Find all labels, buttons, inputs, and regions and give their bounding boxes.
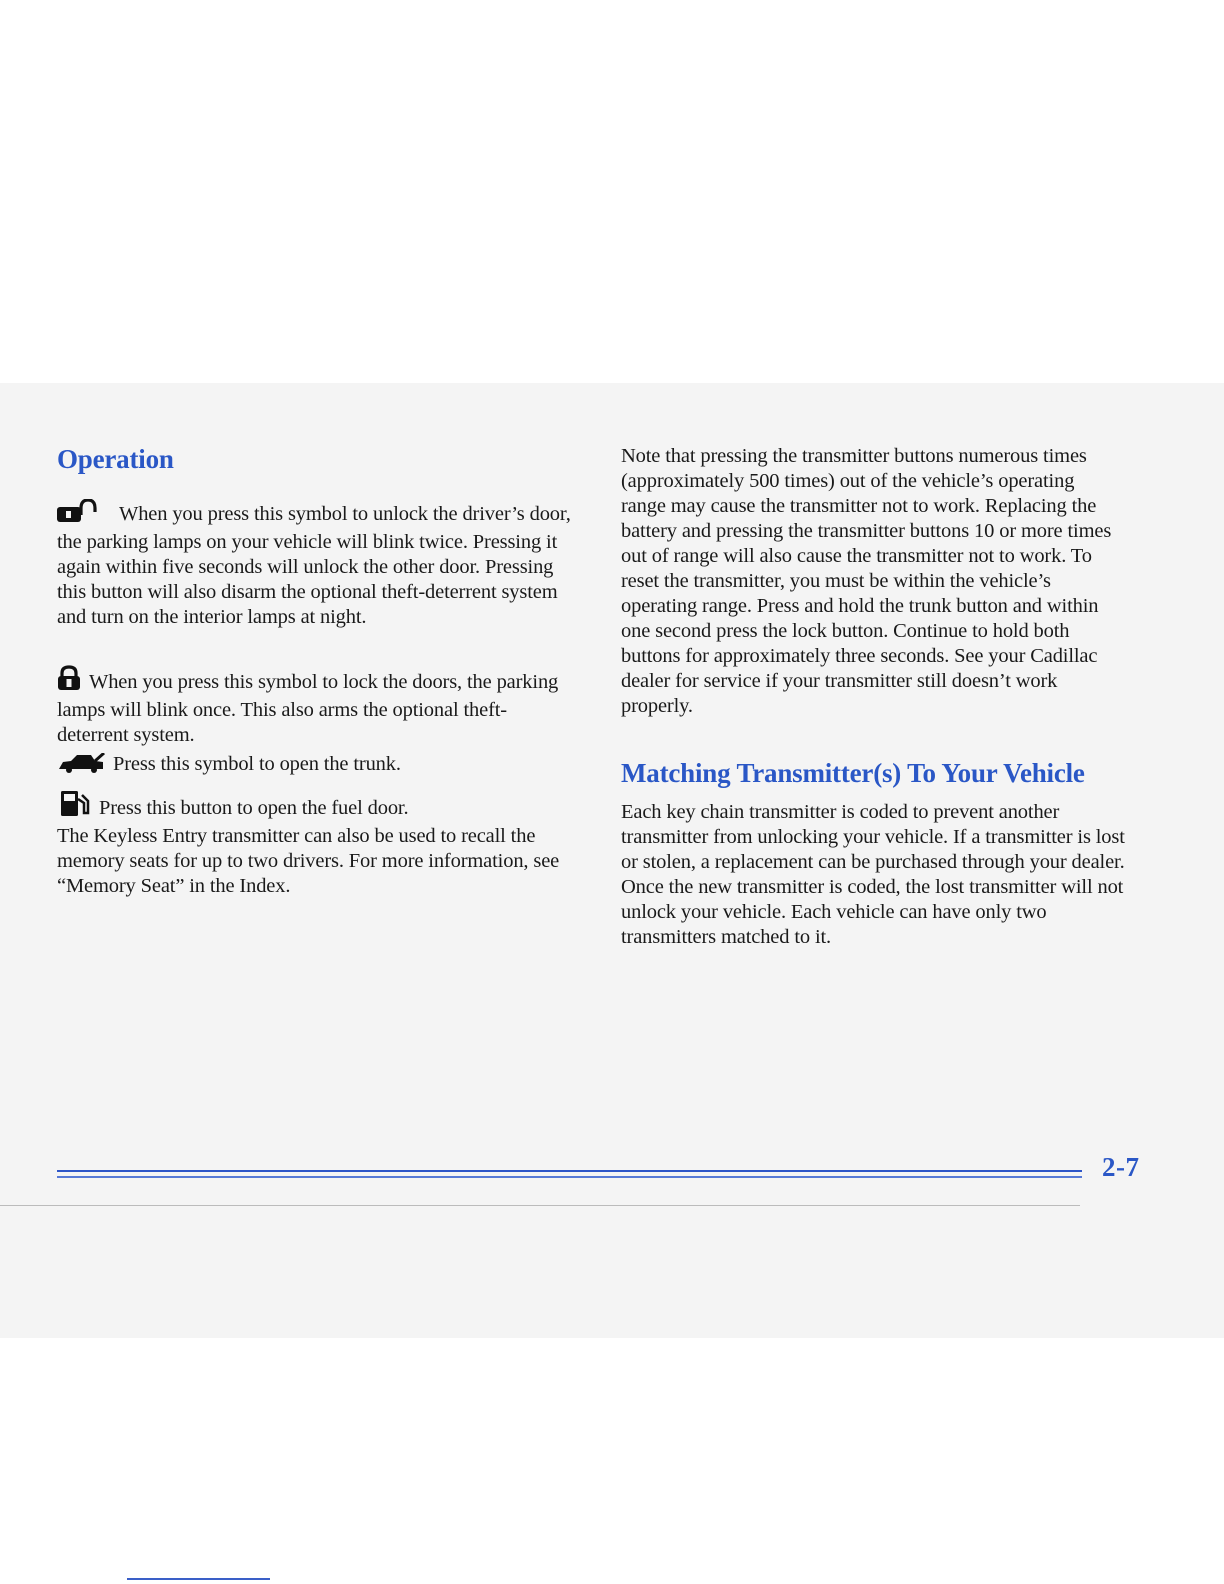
unlock-icon (57, 499, 111, 530)
memory-paragraph: The Keyless Entry transmitter can also be used to recall the memory seats for up to two drivers. For more information, see “Memory Seat” in the Index. (57, 825, 560, 897)
unlock-text: When you press this symbol to unlock the driver’s door, the parking lamps on your vehicle will blink twice. Pressing it again within five seconds will unlock the other door. Pressing this button will also disarm the optional theft-deterrent system and turn on the interior lamps at night. (57, 503, 571, 628)
operation-heading: Operation (57, 444, 174, 474)
trunk-text: Press this symbol to open the trunk. (113, 753, 401, 775)
fuel-text: Press this button to open the fuel door. (99, 797, 409, 819)
footer-rule-secondary (57, 1176, 1082, 1178)
page-band (0, 383, 1224, 1338)
trunk-paragraph (57, 752, 572, 780)
note-paragraph: Note that pressing the transmitter buttons numerous times (approximately 500 times) out of the vehicle’s operating range may cause the transmitter not to work. Replacing the battery and pressing the transmitter buttons 10 or more times out of range will also cause the transmitter not to work. To reset the transmitter, you must be within the vehicle’s operating range. Press and hold the trunk button and within one second press the lock button. Continue to hold both buttons for approximately three seconds. See your Cadillac dealer for service if your transmitter still doesn’t work properly. (621, 445, 1112, 717)
matching-heading: Matching Transmitter(s) To Your Vehicle (621, 758, 1085, 788)
page-bottom-rule (127, 1578, 270, 1580)
fuel-icon (57, 789, 91, 824)
lock-icon (57, 665, 81, 698)
bottom-divider (0, 1205, 1080, 1206)
trunk-icon (57, 753, 105, 780)
page-number: 2-7 (1102, 1152, 1140, 1182)
unlock-paragraph (57, 499, 572, 630)
footer-rule (57, 1170, 1082, 1172)
matching-paragraph: Each key chain transmitter is coded to prevent another transmitter from unlocking your vehicle. If a transmitter is lost or stolen, a replacement can be purchased through your dealer. Once the new transmitter is coded, the lost transmitter will not unlock your vehicle. Each vehicle can have only two transmitters matched to it. (621, 801, 1125, 948)
lock-text: When you press this symbol to lock the doors, the parking lamps will blink once. This also arms the optional theft-deterrent system. (57, 671, 559, 746)
lock-paragraph (57, 665, 572, 748)
fuel-paragraph (57, 789, 572, 824)
